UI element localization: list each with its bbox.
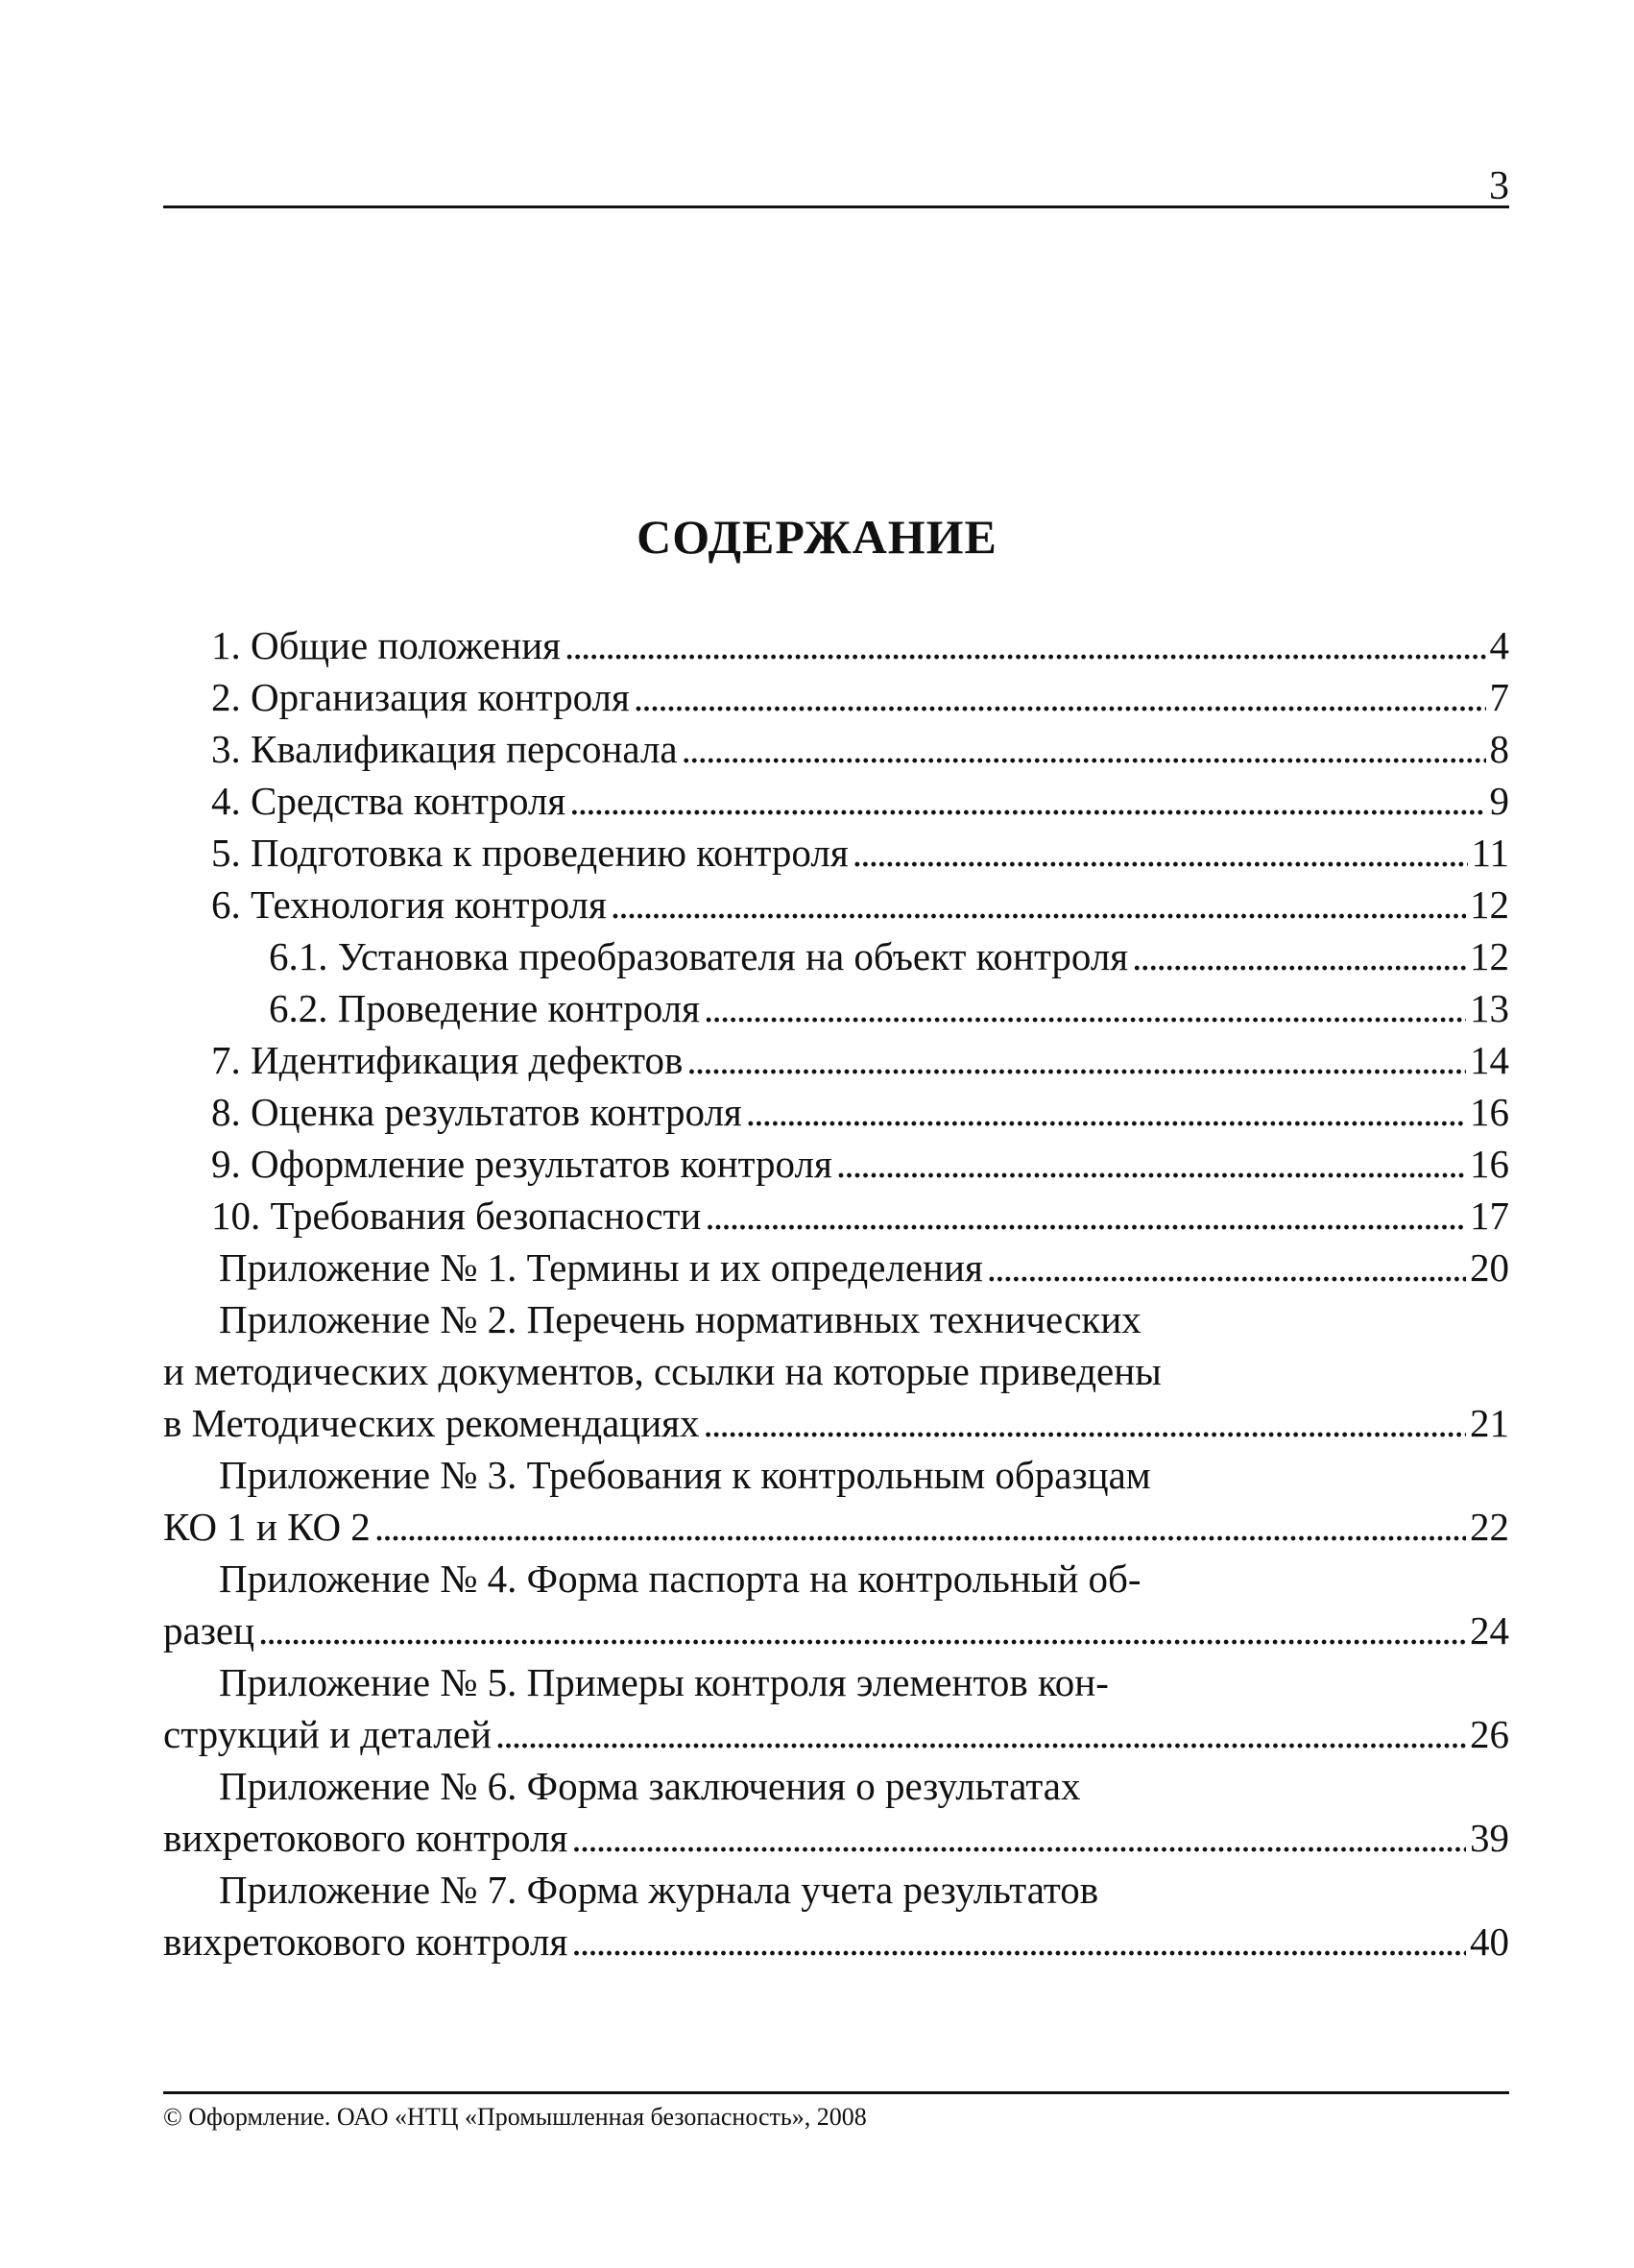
toc-entry-label-line: вихретокового контроля [163, 1919, 568, 1964]
toc-appendix-entry[interactable] [163, 1864, 1509, 1967]
toc-entry[interactable] [163, 1190, 1509, 1242]
toc-subentry[interactable] [163, 930, 1509, 982]
toc-entry[interactable] [163, 775, 1509, 827]
dot-leader [746, 1086, 1466, 1138]
toc-entry-page: 4 [1489, 623, 1509, 667]
toc-entry-label-line: КО 1 и КО 2 [163, 1505, 371, 1549]
dot-leader [1132, 930, 1466, 982]
dot-leader [853, 827, 1468, 879]
toc-appendix-entry[interactable] [163, 1553, 1509, 1656]
dot-leader [686, 1034, 1466, 1086]
toc-entry-page: 16 [1470, 1090, 1509, 1134]
page-number: 3 [1489, 164, 1509, 208]
toc-appendix-entry[interactable] [163, 1293, 1509, 1449]
toc-entry-label: Приложение № 1. Термины и их определения [219, 1245, 983, 1290]
toc-entry-label-line: Приложение № 5. Примеры контроля элементов кон- [219, 1660, 1109, 1704]
toc-appendix-entry[interactable] [163, 1242, 1509, 1293]
toc-entry-page: 26 [1470, 1712, 1509, 1756]
dot-leader [571, 1916, 1466, 1967]
dot-leader [705, 1190, 1466, 1242]
toc-entry-page: 9 [1489, 779, 1509, 823]
toc-entry-label: 6. Технология контроля [211, 882, 607, 927]
dot-leader [258, 1604, 1466, 1656]
toc-entry-page: 12 [1470, 934, 1509, 978]
toc-entry-label-line: разец [163, 1608, 255, 1653]
toc-entry-label: 5. Подготовка к проведению контроля [211, 831, 849, 875]
dot-leader [704, 1397, 1466, 1449]
table-of-contents [163, 619, 1509, 1967]
toc-entry-page: 8 [1489, 727, 1509, 771]
toc-entry[interactable] [163, 671, 1509, 723]
toc-entry-page: 12 [1470, 882, 1509, 927]
toc-entry-page: 7 [1489, 675, 1509, 719]
dot-leader [571, 1812, 1466, 1864]
toc-entry-label-line: Приложение № 3. Требования к контрольным образцам [219, 1453, 1151, 1497]
copyright-footer: © Оформление. ОАО «НТЦ «Промышленная безопасность», 2008 [163, 2103, 867, 2131]
toc-entry-label-line: Приложение № 2. Перечень нормативных технических [219, 1297, 1141, 1341]
dot-leader [374, 1501, 1466, 1553]
bottom-rule [163, 2091, 1509, 2094]
toc-entry-label: 1. Общие положения [211, 623, 561, 667]
toc-entry[interactable] [163, 1034, 1509, 1086]
toc-entry-page: 24 [1470, 1608, 1509, 1653]
toc-entry-label-line: вихретокового контроля [163, 1816, 568, 1860]
toc-entry-label: 8. Оценка результатов контроля [211, 1090, 742, 1134]
dot-leader [634, 671, 1486, 723]
toc-entry[interactable] [163, 879, 1509, 930]
dot-leader [836, 1138, 1466, 1190]
toc-entry-label-line: Приложение № 6. Форма заключения о результатах [219, 1764, 1081, 1808]
toc-entry-page: 17 [1470, 1194, 1509, 1238]
toc-entry[interactable] [163, 723, 1509, 775]
toc-entry-page: 11 [1471, 831, 1509, 875]
top-rule [163, 205, 1509, 208]
toc-subentry[interactable] [163, 982, 1509, 1034]
toc-entry-label-line: Приложение № 7. Форма журнала учета результатов [219, 1868, 1099, 1912]
dot-leader [569, 775, 1485, 827]
toc-appendix-entry[interactable] [163, 1760, 1509, 1864]
toc-entry-label: 6.2. Проведение контроля [269, 986, 700, 1030]
toc-entry-page: 20 [1470, 1245, 1509, 1290]
toc-entry-page: 13 [1470, 986, 1509, 1030]
toc-entry-label: 2. Организация контроля [211, 675, 630, 719]
page-title: СОДЕРЖАНИЕ [637, 510, 997, 564]
toc-entry-label: 6.1. Установка преобразователя на объект контроля [269, 934, 1129, 978]
toc-entry-page: 40 [1470, 1919, 1509, 1964]
toc-entry-label-line: и методических документов, ссылки на которые приведены [163, 1349, 1162, 1393]
toc-entry-label-line: струкций и деталей [163, 1712, 492, 1756]
toc-entry[interactable] [163, 1086, 1509, 1138]
toc-entry-label-line: в Методических рекомендациях [163, 1401, 700, 1445]
toc-entry[interactable] [163, 1138, 1509, 1190]
toc-entry-page: 14 [1470, 1038, 1509, 1082]
toc-entry-label: 10. Требования безопасности [211, 1194, 702, 1238]
toc-entry-label: 9. Оформление результатов контроля [211, 1142, 832, 1186]
toc-entry-page: 22 [1470, 1505, 1509, 1549]
dot-leader [987, 1242, 1466, 1293]
toc-entry-label: 7. Идентификация дефектов [211, 1038, 684, 1082]
toc-entry-page: 16 [1470, 1142, 1509, 1186]
dot-leader [704, 982, 1466, 1034]
toc-entry-page: 21 [1470, 1401, 1509, 1445]
dot-leader [565, 619, 1486, 671]
toc-entry[interactable] [163, 827, 1509, 879]
dot-leader [611, 879, 1466, 930]
toc-appendix-entry[interactable] [163, 1449, 1509, 1553]
dot-leader [682, 723, 1486, 775]
toc-entry-label: 3. Квалификация персонала [211, 727, 678, 771]
toc-entry-label-line: Приложение № 4. Форма паспорта на контрольный об- [219, 1556, 1141, 1601]
toc-entry-page: 39 [1470, 1816, 1509, 1860]
dot-leader [495, 1708, 1466, 1760]
toc-entry-label: 4. Средства контроля [211, 779, 566, 823]
toc-entry[interactable] [163, 619, 1509, 671]
toc-appendix-entry[interactable] [163, 1656, 1509, 1760]
